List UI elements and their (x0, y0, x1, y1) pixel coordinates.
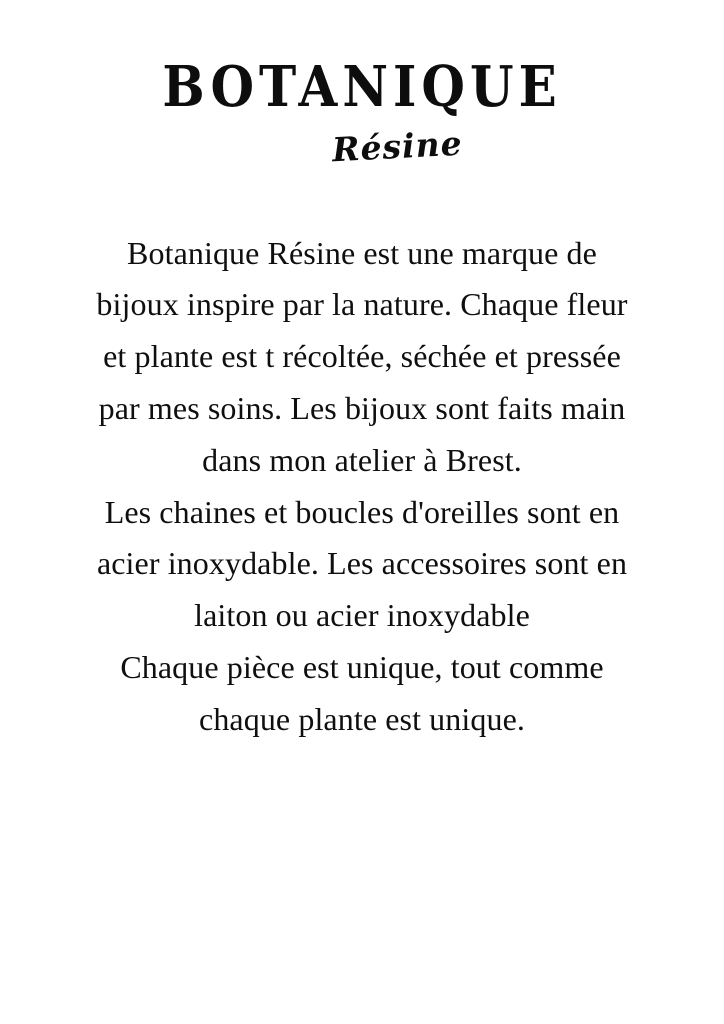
brand-script-wrapper (0, 123, 724, 169)
brand-header (0, 53, 724, 169)
brand-name-primary: BOTANIQUE (162, 53, 562, 120)
about-paragraph-1: Botanique Résine est une marque de bijoux inspire par la nature. Chaque fleur et plante est t récoltée, séchée et pressée par mes soins. Les bijoux sont faits main dans mon atelier à Brest. (96, 234, 628, 478)
about-text-block (92, 228, 632, 746)
about-paragraph-3: Chaque pièce est unique, tout comme chaque plante est unique. (120, 649, 604, 737)
brand-name-script: Résine (330, 123, 464, 169)
about-paragraph-2: Les chaines et boucles d'oreilles sont en acier inoxydable. Les accessoires sont en laiton ou acier inoxydable (96, 493, 628, 634)
